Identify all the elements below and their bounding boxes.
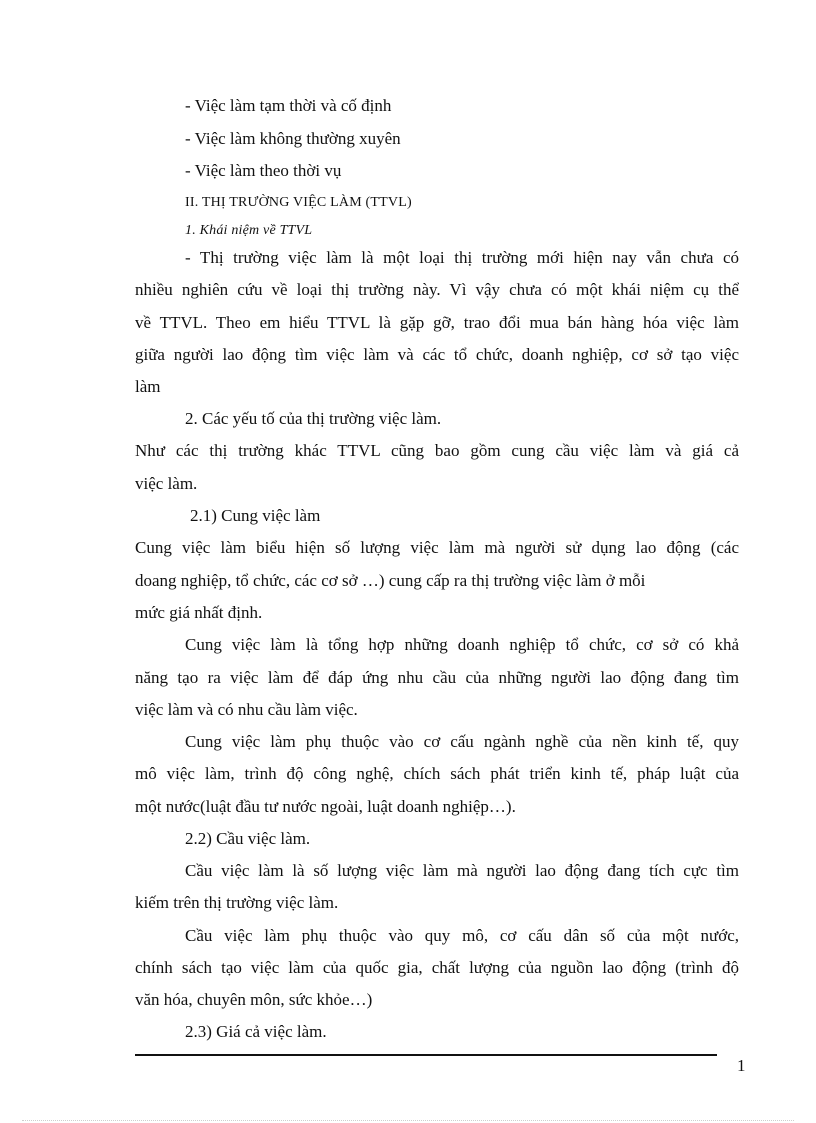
subsection-heading: 1. Khái niệm về TTVL <box>185 223 313 238</box>
paragraph-line: việc làm. <box>135 474 198 493</box>
paragraph-line: Cung việc làm biểu hiện số lượng việc làm mà người sử dụng lao động (các <box>135 538 739 557</box>
paragraph-line: nhiều nghiên cứu về loại thị trường này. Vì vậy chưa có một khái niệm cụ thể <box>135 280 739 299</box>
paragraph-line: Cầu việc làm phụ thuộc vào quy mô, cơ cấu dân số của một nước, <box>185 926 739 945</box>
paragraph-line: chính sách tạo việc làm của quốc gia, chất lượng của nguồn lao động (trình độ <box>135 958 739 977</box>
footer-divider <box>135 1054 717 1056</box>
paragraph-line: Cung việc làm là tổng hợp những doanh nghiệp tổ chức, cơ sở có khả <box>185 635 739 654</box>
subheading-factors: 2. Các yếu tố của thị trường việc làm. <box>185 409 442 428</box>
paragraph-line: Cầu việc làm là số lượng việc làm mà người lao động đang tích cực tìm <box>185 861 739 880</box>
paragraph-line: về TTVL. Theo em hiểu TTVL là gặp gỡ, trao đổi mua bán hàng hóa việc làm <box>135 313 739 332</box>
paragraph-line: mô việc làm, trình độ công nghệ, chích sách phát triển kinh tế, pháp luật của <box>135 764 739 783</box>
bullet-irregular: - Việc làm không thường xuyên <box>185 129 401 148</box>
paragraph-line: kiếm trên thị trường việc làm. <box>135 893 339 912</box>
paragraph-line: mức giá nhất định. <box>135 603 263 622</box>
paragraph-line: giữa người lao động tìm việc làm và các tổ chức, doanh nghiệp, cơ sở tạo việc <box>135 345 739 364</box>
paragraph-line: việc làm và có nhu cầu làm việc. <box>135 700 358 719</box>
paragraph-line: một nước(luật đầu tư nước ngoài, luật doanh nghiệp…). <box>135 797 516 816</box>
paragraph-line: Cung việc làm phụ thuộc vào cơ cấu ngành nghề của nền kinh tế, quy <box>185 732 739 751</box>
paragraph-line: doang nghiệp, tổ chức, các cơ sở …) cung cấp ra thị trường việc làm ở mỗi <box>135 571 646 590</box>
subheading-supply: 2.1) Cung việc làm <box>190 506 321 525</box>
paragraph-line: làm <box>135 377 161 396</box>
subheading-demand: 2.2) Cầu việc làm. <box>185 829 311 848</box>
subheading-price: 2.3) Giá cả việc làm. <box>185 1022 327 1041</box>
bullet-seasonal: - Việc làm theo thời vụ <box>185 161 342 180</box>
paragraph-line: Như các thị trường khác TTVL cũng bao gồm cung cầu việc làm và giá cả <box>135 441 739 460</box>
paragraph-line: văn hóa, chuyên môn, sức khỏe…) <box>135 990 373 1009</box>
paragraph-line: năng tạo ra việc làm để đáp ứng nhu cầu của những người lao động đang tìm <box>135 668 739 687</box>
section-heading: II. THỊ TRƯỜNG VIỆC LÀM (TTVL) <box>185 195 412 210</box>
paragraph-line: - Thị trường việc làm là một loại thị trường mới hiện nay vẫn chưa có <box>185 248 739 267</box>
bullet-temporary-permanent: - Việc làm tạm thời và cố định <box>185 96 392 115</box>
page-edge-divider <box>22 1120 794 1121</box>
page-number: 1 <box>737 1056 746 1075</box>
